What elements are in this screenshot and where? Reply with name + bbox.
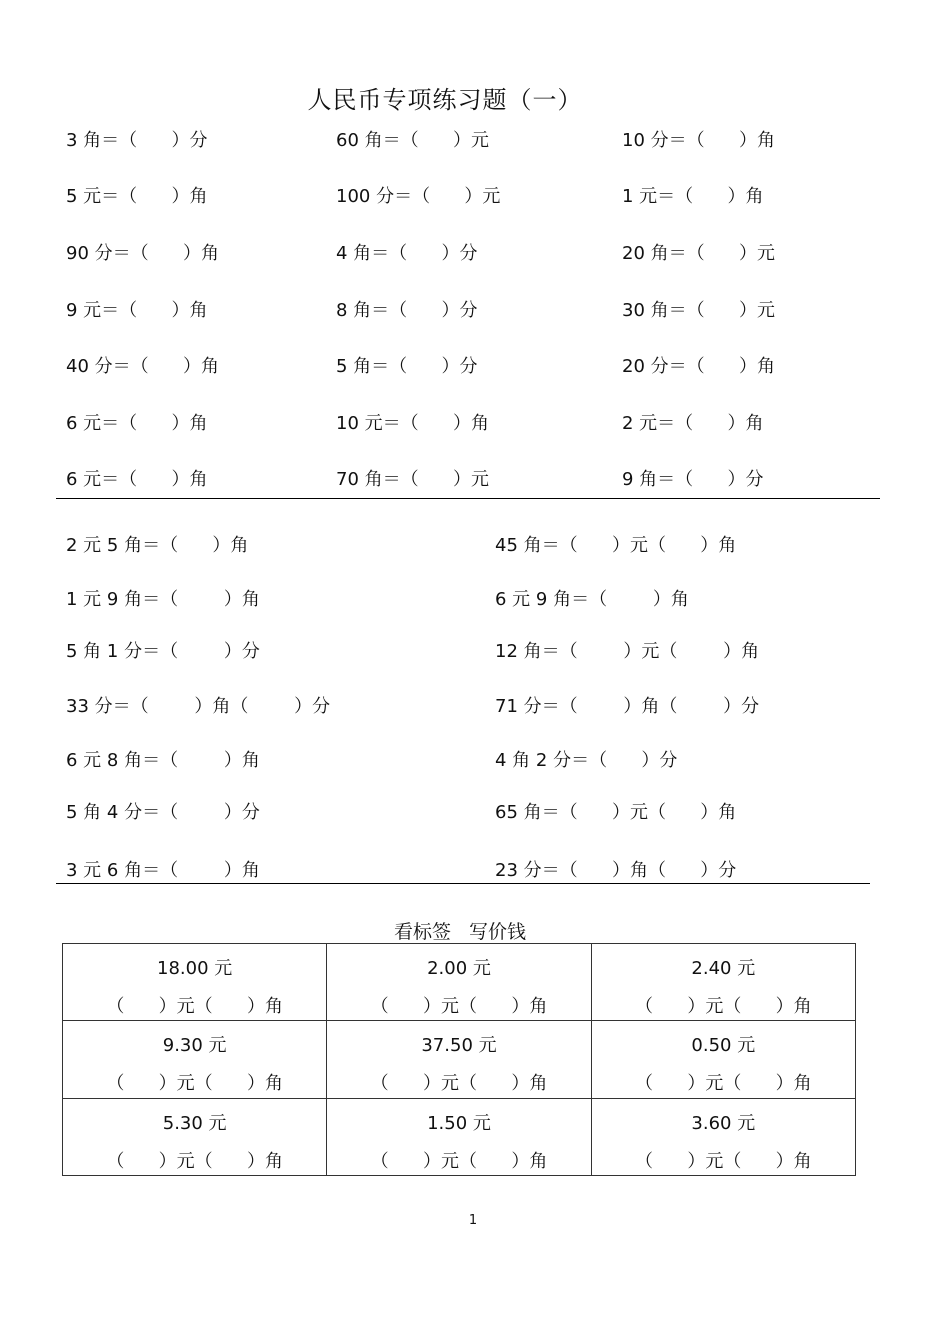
price-label: 37.50 元: [421, 1035, 497, 1057]
question-item: 6 元 9 角＝（ ）角: [495, 589, 689, 610]
question-item: 20 分＝（ ）角: [622, 356, 775, 377]
page-number: 1: [468, 1213, 478, 1228]
question-item: 3 元 6 角＝（ ）角: [66, 860, 260, 881]
question-item: 6 元 8 角＝（ ）角: [66, 750, 260, 771]
question-item: 5 元＝（ ）角: [66, 186, 208, 207]
question-item: 23 分＝（ ）角（ ）分: [495, 860, 737, 881]
price-label-table: [62, 943, 856, 1176]
question-item: 20 角＝（ ）元: [622, 243, 775, 264]
question-item: 5 角＝（ ）分: [336, 356, 478, 377]
question-item: 60 角＝（ ）元: [336, 130, 489, 151]
divider: [56, 498, 880, 499]
question-item: 3 角＝（ ）分: [66, 130, 208, 151]
question-item: 70 角＝（ ）元: [336, 469, 489, 490]
question-item: 9 角＝（ ）分: [622, 469, 764, 490]
question-item: 4 角＝（ ）分: [336, 243, 478, 264]
question-item: 1 元＝（ ）角: [622, 186, 764, 207]
price-label: 1.50 元: [427, 1112, 491, 1134]
page-title: 人民币专项练习题（一）: [307, 86, 583, 114]
question-item: 9 元＝（ ）角: [66, 300, 208, 321]
divider: [56, 883, 870, 884]
answer-blank: （ ）元（ ）角: [634, 1150, 812, 1172]
question-item: 10 分＝（ ）角: [622, 130, 775, 151]
table-row: [63, 1021, 856, 1098]
question-item: 4 角 2 分＝（ ）分: [495, 750, 678, 771]
answer-blank: （ ）元（ ）角: [370, 1073, 548, 1095]
price-label: 5.30 元: [162, 1112, 227, 1134]
question-item: 2 元＝（ ）角: [622, 413, 764, 434]
question-item: 90 分＝（ ）角: [66, 243, 219, 264]
price-cell: [327, 1021, 591, 1098]
question-item: 65 角＝（ ）元（ ）角: [495, 802, 737, 823]
answer-blank: （ ）元（ ）角: [370, 1150, 548, 1172]
price-cell: [63, 944, 327, 1021]
price-label: 9.30 元: [162, 1035, 227, 1057]
price-label: 3.60 元: [691, 1112, 756, 1134]
table-row: [63, 944, 856, 1021]
price-label: 2.00 元: [427, 958, 491, 979]
section-3-title: 看标签 写价钱: [393, 921, 527, 943]
question-item: 40 分＝（ ）角: [66, 356, 219, 377]
question-item: 1 元 9 角＝（ ）角: [66, 589, 260, 610]
answer-blank: （ ）元（ ）角: [106, 1150, 283, 1172]
question-item: 8 角＝（ ）分: [336, 300, 478, 321]
question-item: 6 元＝（ ）角: [66, 469, 208, 490]
question-item: 30 角＝（ ）元: [622, 300, 775, 321]
question-item: 71 分＝（ ）角（ ）分: [495, 696, 760, 717]
price-cell: [591, 944, 855, 1021]
answer-blank: （ ）元（ ）角: [634, 1073, 812, 1095]
price-cell: [327, 944, 591, 1021]
question-item: 2 元 5 角＝（ ）角: [66, 535, 249, 556]
answer-blank: （ ）元（ ）角: [106, 996, 283, 1017]
price-cell: [591, 1021, 855, 1098]
question-item: 10 元＝（ ）角: [336, 413, 489, 434]
question-item: 6 元＝（ ）角: [66, 413, 208, 434]
question-item: 100 分＝（ ）元: [336, 186, 501, 207]
answer-blank: （ ）元（ ）角: [106, 1073, 283, 1095]
price-label: 0.50 元: [691, 1035, 756, 1057]
question-item: 12 角＝（ ）元（ ）角: [495, 641, 760, 662]
price-cell: [63, 1098, 327, 1175]
question-item: 33 分＝（ ）角（ ）分: [66, 696, 331, 717]
answer-blank: （ ）元（ ）角: [370, 996, 548, 1017]
price-label: 2.40 元: [691, 958, 756, 979]
table-row: [63, 1098, 856, 1175]
price-cell: [327, 1098, 591, 1175]
answer-blank: （ ）元（ ）角: [634, 996, 812, 1017]
price-label: 18.00 元: [157, 958, 233, 979]
price-cell: [63, 1021, 327, 1098]
question-item: 5 角 1 分＝（ ）分: [66, 641, 260, 662]
question-item: 5 角 4 分＝（ ）分: [66, 802, 260, 823]
price-cell: [591, 1098, 855, 1175]
question-item: 45 角＝（ ）元（ ）角: [495, 535, 737, 556]
